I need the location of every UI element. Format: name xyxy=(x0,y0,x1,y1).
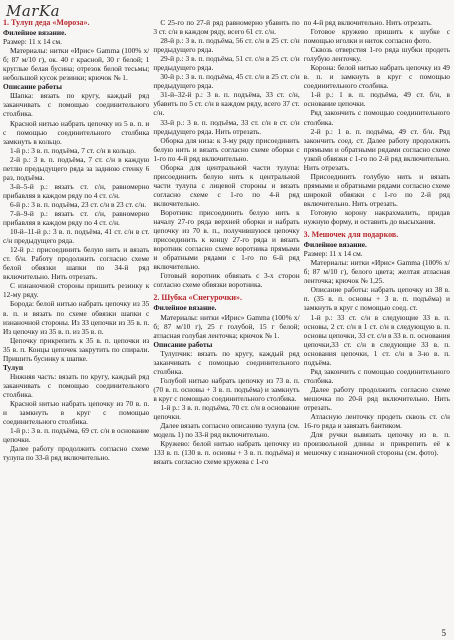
paragraph: Кружево: белой нитью набрать цепочку из 133 в. п. (130 в. п. основы + 3 в. п. подъёма) и вязать согласно схеме кружева с 1-го xyxy=(153,439,300,467)
paragraph: С изнаночной стороны пришить резинку к 12-му ряду. xyxy=(3,281,150,300)
paragraph: Описание работы: набрать цепочку из 38 в. п. (35 в. п. основы + 3 в. п. подъёма) и замкнуть в круг с помощью соед. ст. xyxy=(303,285,450,313)
section-title: 2. Шубка «Снегурочки». xyxy=(153,293,243,303)
paragraph: Для ручки вывязать цепочку из в. п. произвольной длины и прикрепить её к мешочку с изнаночной стороны (см. фото). xyxy=(303,430,450,458)
paragraph: по 4-й ряд включительно. Нить отрезать. xyxy=(303,18,432,27)
paragraph: 2-й р.: 3 в. п. подъёма, 7 ст. с/н в каждую петлю предыдущего ряда за заднюю стенку 6 раз, подъёма. xyxy=(3,154,150,182)
paragraph: Присоединить голубую нить и вязать прямыми и обратными рядами согласно схеме широкой обвязки с 1-го по 2-й ряд включительно. Нить отрезать. xyxy=(303,171,450,208)
subheading: Описание работы xyxy=(153,339,213,349)
paragraph: 1-й р.: 1 в. п. подъёма, 49 ст. б/н, в основание цепочки. xyxy=(303,90,450,109)
column-1 xyxy=(3,18,149,624)
paragraph: С 25-го по 27-й ряд равномерно убавить по 3 ст. с/н в каждом ряду, всего 61 ст. с/н. xyxy=(153,18,300,37)
paragraph: 1-й р.: 3 в. п. подъёма, 7 ст. с/н в кольцо. xyxy=(10,145,136,155)
column-3 xyxy=(304,18,450,624)
paragraph: 33-й р.: 3 в. п. подъёма, 33 ст. с/н в ст. с/н предыдущего ряда. Нить отрезать. xyxy=(153,117,300,136)
paragraph: Корона: белой нитью набрать цепочку из 49 в. п. и замкнуть в круг с помощью соединительного столбика. xyxy=(303,63,450,91)
paragraph: 12-й р.: присоединить белую нить и вязать ст. б/н. Работу продолжить согласно схеме белой обвязки шапки по 34-й ряд включительно. Нить отрезать. xyxy=(3,245,150,282)
paragraph: Голубой нитью набрать цепочку из 73 в. п. (70 в. п. основы + 3 в. п. подъёма) и замкнуть в круг с помощью соединительного столбика. xyxy=(153,375,300,403)
paragraph: 30-й р.: 3 в. п. подъёма, 45 ст. с/н в 25 ст. с/н предыдущего ряда. xyxy=(153,72,300,91)
watermark: MarKa xyxy=(6,2,61,20)
paragraph: Материалы: нитки «Ирис» Gamma (100% х/б; 87 м/10 г), ок. 40 г красной, 30 г белой; 1 круглые белая бусина; отрезок белой тесьмы; небольшой кусок резинки; крючок № 1. xyxy=(3,46,150,83)
paragraph: Далее работу продолжить согласно схеме мешочка по 20-й ряд включительно. Нить отрезать. xyxy=(303,384,450,412)
section-subtitle: Филейное вязание. xyxy=(153,303,217,313)
paragraph: Размер: 11 х 14 см. xyxy=(3,37,62,47)
paragraph: Оборка для низа: к 3-му ряду присоединить белую нить и вязать согласно схеме оборки с 1-го по 4-й ряд включительно. xyxy=(153,135,300,163)
paragraph: 10-й–11-й р.: 3 в. п. подъёма, 41 ст. с/н в ст. с/н предыдущего ряда. xyxy=(3,227,150,246)
paragraph: Сквозь отверстия 1-го ряда шубки продеть голубую ленточку. xyxy=(303,45,450,64)
paragraph: 3-й–5-й р.: вязать ст. с/н, равномерно прибавляя в каждом ряду по 4 ст. с/н. xyxy=(3,181,150,200)
paragraph: Размер: 11 х 14 см. xyxy=(303,249,363,259)
paragraph: 1-й р.: 3 в. п. подъёма, 69 ст. с/н в основание цепочки. xyxy=(3,426,150,445)
paragraph: 29-й р.: 3 в. п. подъёма, 51 ст. с/н в 25 ст. с/н предыдущего ряда. xyxy=(153,54,300,73)
paragraph: 28-й р.: 3 в. п. подъёма, 56 ст. с/н в 25 ст. с/н предыдущего ряда. xyxy=(153,36,300,55)
column-2 xyxy=(153,18,299,624)
paragraph: Материалы: нитки «Ирис» Gamma (100% х/б; 87 м/10 г), 25 г голубой, 15 г белой; атласная голубая ленточка; крючок № 1. xyxy=(153,312,300,340)
subheading: Описание работы xyxy=(3,82,63,92)
paragraph: 2-й р.: 1 в. п. подъёма, 49 ст. б/н. Ряд закончить соед. ст. Далее работу продолжить прямыми и обратными рядами согласно схеме узкой обвязки с 1-го по 2-й ряд включительно. Нить отрезать. xyxy=(303,126,450,172)
paragraph: Шапка: вязать по кругу, каждый ряд заканчивать с помощью соединительного столбика. xyxy=(3,91,150,119)
section-subtitle: Филейное вязание. xyxy=(3,28,67,38)
section-title: 3. Мешочек для подарков. xyxy=(303,230,399,240)
paragraph: 1-й р.: 33 ст. с/н в следующие 33 в. п. основы, 2 ст. с/н в 1 ст. с/н в следующую в. п. основы цепочки, 33 ст. с/н в 33 в. п. основания цепочки,33 ст. с/н в следующие 33 в. п. основания цепочки, 1 ст. с/н в 3-ю в. п. подъёма. xyxy=(303,312,450,367)
section-title: 1. Тулуп деда «Мороза». xyxy=(3,18,90,27)
paragraph: 6-й р.: 3 в. п. подъёма, 23 ст. с/н в 23 ст. с/н. xyxy=(10,199,147,209)
paragraph: Цепочку прикрепить к 35 в. п. цепочки из 35 в. п. Концы цепочек закрутить по спирали. Пришить бусинку к шапке. xyxy=(3,335,150,363)
paragraph: Готовое кружево пришить к шубке с помощью иголки и ниток согласно фото. xyxy=(303,27,450,46)
page-number: 5 xyxy=(441,628,446,638)
paragraph: Нижняя часть: вязать по кругу, каждый ряд заканчивать с помощью соединительного столбика. xyxy=(3,371,150,399)
paragraph: Ряд закончить с помощью соединительного столбика. xyxy=(303,366,450,385)
subheading: Тулуп xyxy=(3,362,24,372)
paragraph: Атласную ленточку продеть сквозь ст. с/н 16-го ряда и завязать бантиком. xyxy=(303,412,450,431)
paragraph: Тулупчик: вязать по кругу, каждый ряд заканчивать с помощью соединительного столбика. xyxy=(153,348,300,376)
paragraph: Ряд закончить с помощью соединительного столбика. xyxy=(303,108,450,127)
section-subtitle: Филейное вязание. xyxy=(303,240,367,250)
paragraph: 1-й р.: 3 в. п. подъёма, 70 ст. с/н в основание цепочки. xyxy=(153,402,300,422)
paragraph: Далее вязать согласно описанию тулупа (см. модель 1) по 33-й ряд включительно. xyxy=(153,421,300,440)
paragraph: Готовую корону накрахмалить, придав нужную форму, и оставить до высыхания. xyxy=(303,207,450,227)
paragraph: Оборка для центральной части тулупа: присоединить белую нить к центральной части тулупа с лицевой стороны и вязать согласно схеме с 1-го по 4-й ряд включительно. xyxy=(153,162,300,208)
paragraph: Борода: белой нитью набрать цепочку из 35 в. п. и вязать по схеме обвязки шапки с изнаночной стороны. Из 33 цепочки из 35 в. п. Из цепочку из 35 в. п. из 35 в. п. xyxy=(3,299,150,336)
paragraph: Далее работу продолжить согласно схеме тулупа по 33-й ряд включительно. xyxy=(3,444,150,463)
paragraph: Материалы: нитки «Ирис» Gamma (100% х/б; 87 м/10 г), белого цвета; желтая атласная ленточка; крючок № 1,25. xyxy=(303,258,450,286)
page-content xyxy=(3,18,450,624)
paragraph: Воротник: присоединить белую нить к началу 27-го ряда верхней оборки и набрать цепочку из 70 в. п., получившуюся цепочку присоединить к концу 27-го ряда и вязать воротник согласно схеме воротника прямыми и обратными рядами с 1-го по 6-й ряд включительно. xyxy=(153,207,300,272)
paragraph: Готовый воротник обвязать с 3-х сторон согласно схеме обвязки воротника. xyxy=(153,271,300,290)
paragraph: 7-й–9-й р.: вязать ст. с/н, равномерно прибавляя в каждом ряду по 4 ст. с/н. xyxy=(3,208,150,228)
paragraph: Красной нитью набрать цепочку из 70 в. п. и замкнуть в круг с помощью соединительного столбика. xyxy=(3,398,150,427)
paragraph: Красной нитью набрать цепочку из 5 в. п. и с помощью соединительного столбика замкнуть в кольцо. xyxy=(3,118,150,146)
paragraph: 31-й–32-й р.: 3 в. п. подъёма, 33 ст. с/н, убавить по 5 ст. с/н в каждом ряду, всего 37 ст. с/н. xyxy=(153,90,300,118)
